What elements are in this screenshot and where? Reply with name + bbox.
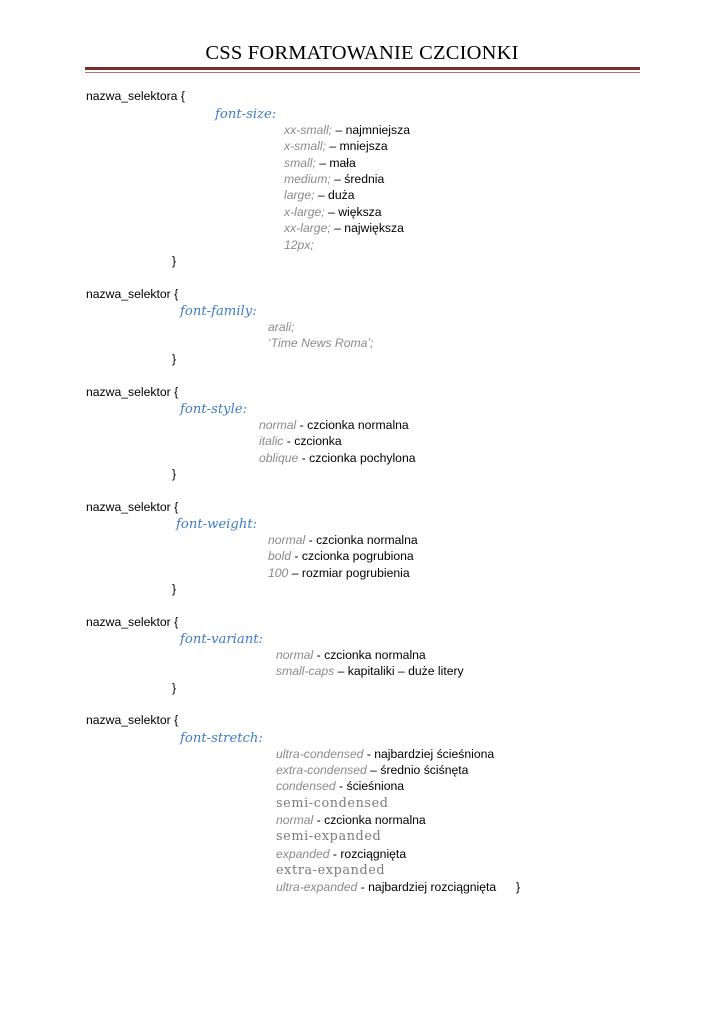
value-row: condensed - ścieśniona bbox=[276, 779, 405, 793]
property-font-weight: font-weight: bbox=[176, 517, 258, 532]
value-row: semi-condensed bbox=[276, 796, 389, 811]
value-row: italic - czcionka bbox=[259, 434, 342, 448]
title-underline bbox=[85, 67, 640, 70]
closing-brace: } bbox=[172, 681, 177, 695]
title-underline-thin bbox=[85, 72, 640, 73]
value-row: small; – mała bbox=[284, 156, 356, 170]
value-row: xx-large; – największa bbox=[284, 221, 404, 235]
value-row: x-large; – większa bbox=[284, 205, 382, 219]
property-font-style: font-style: bbox=[180, 402, 248, 417]
value-row: ‘Time News Roma’; bbox=[268, 336, 374, 350]
selector-font-weight: nazwa_selektor { bbox=[86, 500, 179, 514]
value-row: ultra-condensed - najbardziej ścieśniona bbox=[276, 747, 495, 761]
closing-brace: } bbox=[172, 352, 177, 366]
property-font-family: font-family: bbox=[180, 304, 257, 319]
closing-brace: } bbox=[172, 254, 177, 268]
value-row: extra-expanded bbox=[276, 863, 386, 878]
value-row: normal - czcionka normalna bbox=[259, 418, 409, 432]
property-font-variant: font-variant: bbox=[180, 632, 264, 647]
value-row: normal - czcionka normalna bbox=[276, 648, 426, 662]
selector-font-stretch: nazwa_selektor { bbox=[86, 713, 179, 727]
value-row: extra-condensed – średnio ściśnęta bbox=[276, 763, 469, 777]
value-row: semi-expanded bbox=[276, 829, 382, 844]
selector-font-size: nazwa_selektora { bbox=[86, 89, 185, 103]
selector-font-variant: nazwa_selektor { bbox=[86, 615, 179, 629]
closing-brace: } bbox=[172, 582, 177, 596]
selector-font-family: nazwa_selektor { bbox=[86, 287, 179, 301]
value-row: large; – duża bbox=[284, 188, 355, 202]
selector-font-style: nazwa_selektor { bbox=[86, 385, 179, 399]
value-row: ultra-expanded - najbardziej rozciągnięta bbox=[276, 880, 497, 894]
value-row: normal - czcionka normalna bbox=[276, 813, 426, 827]
property-font-size: font-size: bbox=[215, 107, 277, 122]
value-row: bold - czcionka pogrubiona bbox=[268, 549, 414, 563]
value-row: 100 – rozmiar pogrubienia bbox=[268, 566, 410, 580]
value-row: arali; bbox=[268, 320, 295, 334]
value-row: oblique - czcionka pochylona bbox=[259, 451, 416, 465]
value-row: small-caps – kapitaliki – duże litery bbox=[276, 664, 464, 678]
value-row: medium; – średnia bbox=[284, 172, 385, 186]
value-row: normal - czcionka normalna bbox=[268, 533, 418, 547]
value-row: x-small; – mniejsza bbox=[284, 139, 388, 153]
property-font-stretch: font-stretch: bbox=[180, 731, 263, 746]
value-row: expanded - rozciągnięta bbox=[276, 847, 407, 861]
value-row: xx-small; – najmniejsza bbox=[284, 123, 410, 137]
page-title: CSS FORMATOWANIE CZCIONKI bbox=[205, 42, 519, 64]
value-row: 12px; bbox=[284, 238, 314, 252]
closing-brace: } bbox=[172, 467, 177, 481]
closing-brace: } bbox=[516, 880, 521, 894]
